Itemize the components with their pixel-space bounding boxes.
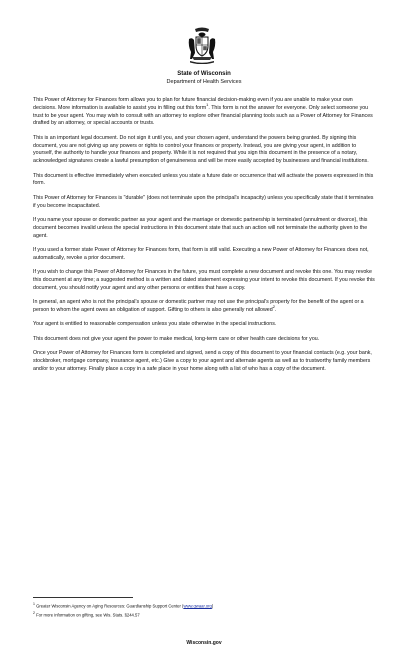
department-name: Department of Health Services [166,79,242,85]
footnote-divider [33,597,133,598]
gwaar-link[interactable]: www.gwaar.org [183,603,212,609]
paragraph-compensation: Your agent is entitled to reasonable compensation unless you state otherwise in the special instructions. [33,321,277,328]
paragraph-health-care: This document does not give your agent the power to make medical, long-term care or other health care decisions for you. [33,335,320,342]
paragraph-change-revoke: If you wish to change this Power of Attorney for Finances in the future, you must complete a new document and revoke this one. You may revoke this document at any time; a suggested method is a written and dated statement expressing your intent to revoke this document. If you revoke this document, you should notify your agent and any other persons or entities that have a copy. [33,269,375,291]
paragraph-distribution: Once your Power of Attorney for Finances form is completed and signed, send a copy of this document to your financial contacts (e.g. your bank, stockbroker, mortgage company, insurance agent, etc.) Give a copy to your agent and alternate agents as well as to trustworthy family members and/or to your attorney. Finally place a copy in a safe place in your home along with a list of who has a copy of the document. [33,350,372,372]
wisconsin-state-seal-icon [186,26,218,64]
paragraph-intro: This Power of Attorney for Finances form allows you to plan for future financial decision-making even if you are unable to make your own decisions. More information is available to assist you in filling out this form$^1$. This form is not the answer for everyone. Only select someone you trust to be your agent. You may wish to consult with an attorney to explore other financial planning tools such as a Power of Attorney for Finances drafted by an attorney, or special accounts or trusts. [33,97,373,127]
document-body [33,97,375,380]
footnote-ref-2[interactable]: 2 [272,304,275,310]
paragraph-spouse-agent: If you name your spouse or domestic partner as your agent and the marriage or domestic partnership is terminated (annulment or divorce), this document becomes invalid unless the special instructions in this document state that such an action will not terminate the authority given to the agent. [33,216,368,239]
footer-site: Wisconsin.gov [186,640,222,646]
footnote-1: $^1$ Greater Wisconsin Agency on Aging Resources: Guardianship Support Center (www.gwaar.org) [33,602,214,609]
paragraph-former-form: If you used a former state Power of Attorney for Finances form, that form is still valid. Executing a new Power of Attorney for Finances does not, automatically, revoke a prior document. [33,246,369,261]
footnote-ref-1[interactable]: 1 [206,102,209,108]
footnotes [33,601,373,619]
footnote-2: $^2$ For more information on gifting, see Wis. Stats. §244.57 [33,610,140,618]
paragraph-effective-date: This document is effective immediately when executed unless you state a future date or occurrence that will activate the powers expressed in this form. [33,172,374,187]
state-name: State of Wisconsin [177,71,231,77]
paragraph-gifting: In general, an agent who is not the principal's spouse or domestic partner may not use the principal's property for the benefit of the agent or a person to whom the agent owes an obligation of support. Gifting to others is also generally not allowed$^2$. [33,299,364,313]
paragraph-legal-document: This is an important legal document. Do not sign it until you, and your chosen agent, understand the powers being granted. By signing this document, you are not giving up any powers or rights to control your finances or property. Instead, you are giving your agent, in addition to yourself, the authority to handle your finances and property. While it is not required that you sign this document in the presence of a notary, acknowledged signatures create a lawful presumption of genuineness and will be more easily accepted by businesses and financial institutions. [33,134,369,165]
paragraph-durable: This Power of Attorney for Finances is "durable" (does not terminate upon the principal's incapacity) unless you specifically state that it terminates if you become incapacitated. [33,194,374,209]
